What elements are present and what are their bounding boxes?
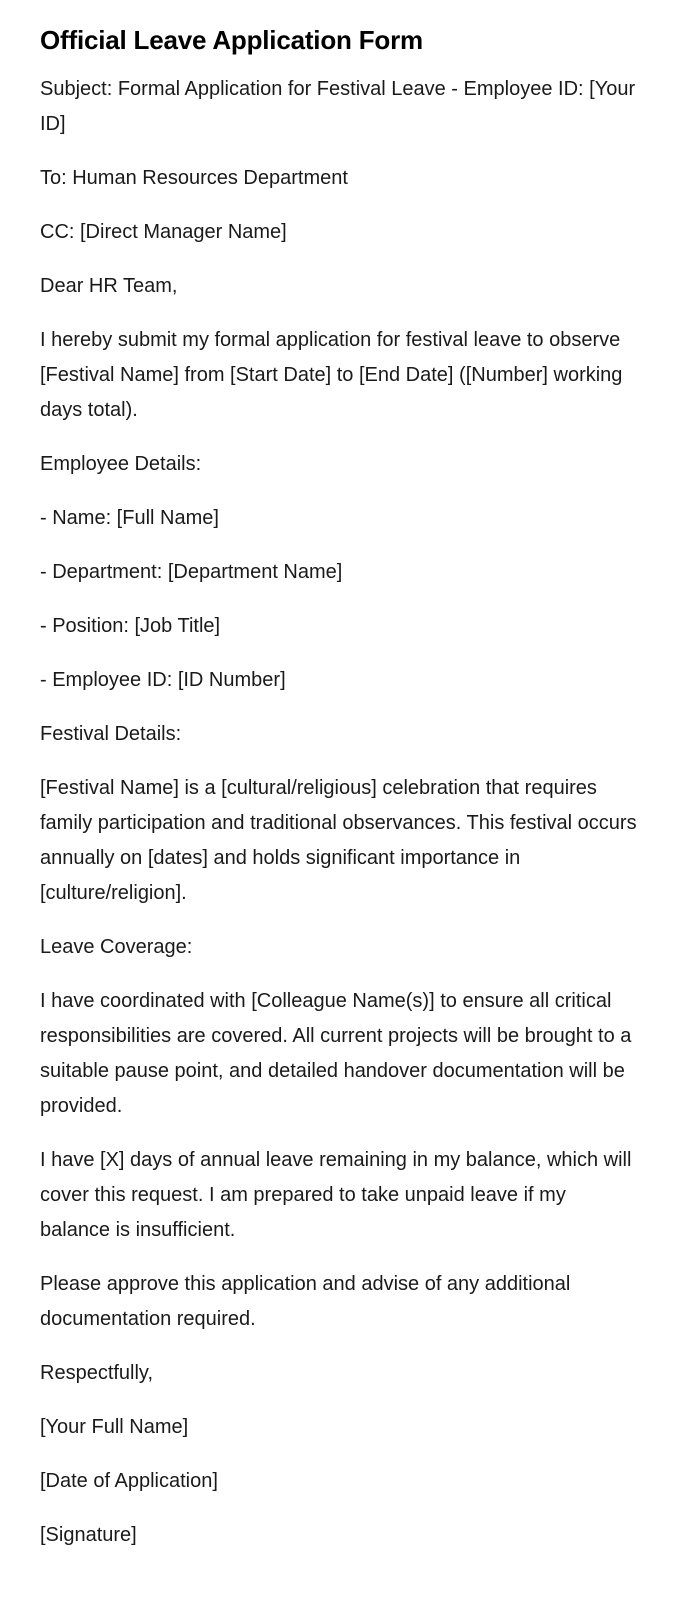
application-date: [Date of Application] [40,1470,218,1492]
subject-line: Subject: Formal Application for Festival Leave - Employee ID: [Your ID] [40,78,636,135]
recipient-line: To: Human Resources Department [40,167,348,189]
employee-department-line: - Department: [Department Name] [40,561,343,583]
employee-position-line: - Position: [Job Title] [40,615,221,637]
employee-details-heading: Employee Details: [40,453,202,475]
salutation: Dear HR Team, [40,275,178,297]
leave-coverage-paragraph: I have coordinated with [Colleague Name(s)] to ensure all critical responsibilities are covered. All current projects will be brought to a suitable pause point, and detailed handover documentation will be provided. [40,990,632,1117]
festival-details-paragraph: [Festival Name] is a [cultural/religious] celebration that requires family participation and traditional observances. This festival occurs annually on [dates] and holds significant importance in [culture/religion]. [40,777,637,904]
festival-details-heading: Festival Details: [40,723,182,745]
cc-line: CC: [Direct Manager Name] [40,221,287,243]
leave-coverage-heading: Leave Coverage: [40,936,193,958]
signature-line: [Signature] [40,1524,137,1546]
letter-document [40,22,640,1572]
request-paragraph: Please approve this application and advise of any additional documentation required. [40,1273,571,1330]
employee-name-line: - Name: [Full Name] [40,507,219,529]
closing: Respectfully, [40,1362,154,1384]
employee-id-line: - Employee ID: [ID Number] [40,669,286,691]
intro-paragraph: I hereby submit my formal application for festival leave to observe [Festival Name] from [Start Date] to [End Date] ([Number] working days total). [40,329,623,421]
document-title: Official Leave Application Form [40,25,423,55]
leave-balance-paragraph: I have [X] days of annual leave remaining in my balance, which will cover this request. I am prepared to take unpaid leave if my balance is insufficient. [40,1149,632,1241]
signatory-name: [Your Full Name] [40,1416,189,1438]
